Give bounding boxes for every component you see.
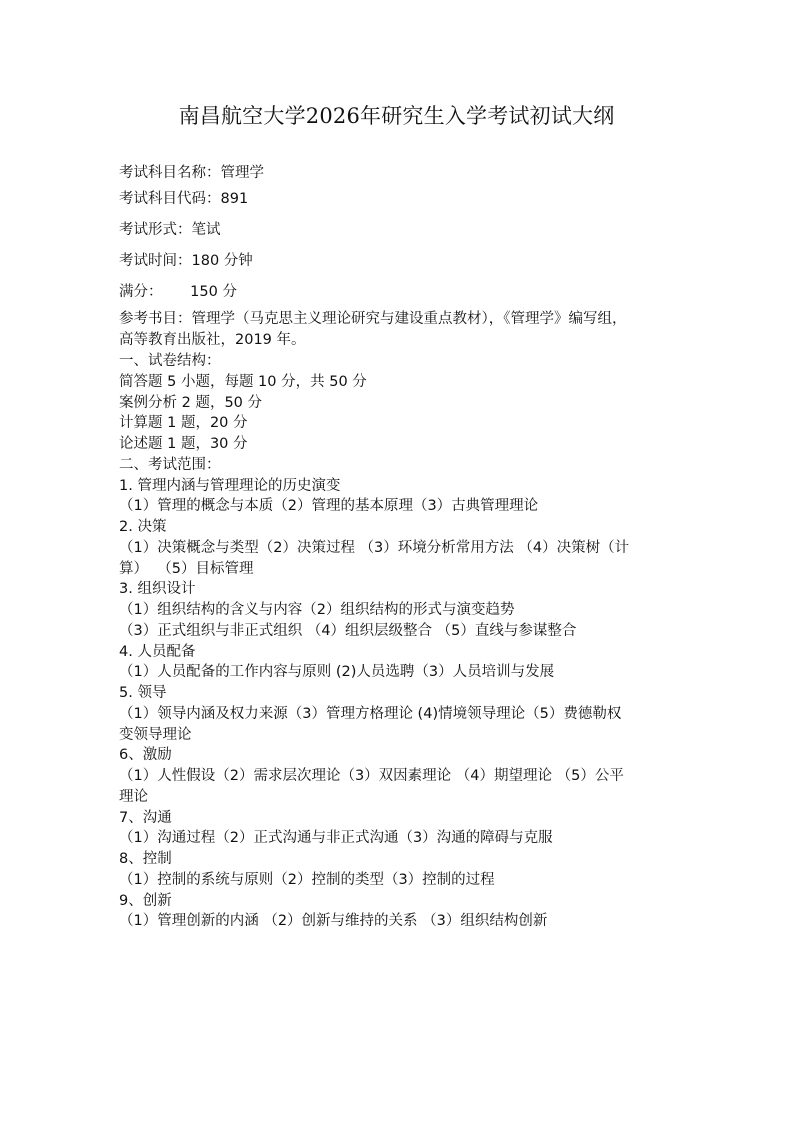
- scope-section-title: 8、控制: [119, 851, 172, 867]
- scope-section-title: 9、创新: [119, 893, 172, 909]
- scope-section-line: （3）正式组织与非正式组织 （4）组织层级整合 （5）直线与参谋整合: [119, 623, 577, 639]
- scope-section-title: 7、沟通: [119, 810, 172, 826]
- subject-name: 考试科目名称：管理学: [119, 165, 264, 181]
- scope-section-title: 6、激励: [119, 747, 172, 763]
- scope-section-line: （1）人员配备的工作内容与原则 (2)人员选聘（3）人员培训与发展: [119, 664, 555, 680]
- scope-section-line: 算） （5）目标管理: [119, 561, 254, 577]
- scope-heading: 二、考试范围：: [119, 457, 221, 473]
- scope-section-title: 5. 领导: [119, 685, 167, 701]
- structure-item: 案例分析 2 题，50 分: [119, 395, 263, 411]
- scope-section-title: 4. 人员配备: [119, 644, 196, 660]
- scope-section-line: 变领导理论: [119, 727, 192, 743]
- reference-books-line2: 高等教育出版社，2019 年。: [119, 332, 306, 348]
- structure-item: 论述题 1 题，30 分: [119, 436, 248, 452]
- reference-books-line1: 参考书目：管理学（马克思主义理论研究与建设重点教材），《管理学》编写组，: [119, 311, 627, 327]
- scope-section-line: （1）人性假设（2）需求层次理论（3）双因素理论 （4）期望理论 （5）公平: [119, 768, 624, 784]
- structure-item: 计算题 1 题，20 分: [119, 415, 248, 431]
- scope-section-line: 理论: [119, 789, 148, 805]
- structure-item: 简答题 5 小题，每题 10 分，共 50 分: [119, 374, 367, 390]
- scope-section-line: （1）组织结构的含义与内容（2）组织结构的形式与演变趋势: [119, 602, 515, 618]
- scope-section-line: （1）领导内涵及权力来源（3）管理方格理论 (4)情境领导理论（5）费德勒权: [119, 706, 622, 722]
- document-title: 南昌航空大学2026年研究生入学考试初试大纲: [178, 104, 615, 128]
- subject-code: 考试科目代码：891: [119, 191, 249, 207]
- exam-time: 考试时间：180 分钟: [119, 253, 253, 269]
- scope-section-line: （1）控制的系统与原则（2）控制的类型（3）控制的过程: [119, 872, 495, 888]
- scope-section-title: 1. 管理内涵与管理理论的历史演变: [119, 478, 341, 494]
- structure-heading: 一、试卷结构：: [119, 353, 221, 369]
- full-score: 满分： 150 分: [119, 284, 237, 300]
- scope-section-line: （1）沟通过程（2）正式沟通与非正式沟通（3）沟通的障碍与克服: [119, 830, 553, 846]
- scope-section-title: 3. 组织设计: [119, 581, 196, 597]
- exam-form: 考试形式：笔试: [119, 222, 221, 238]
- scope-section-line: （1）管理创新的内涵 （2）创新与维持的关系 （3）组织结构创新: [119, 913, 548, 929]
- scope-section-line: （1）决策概念与类型（2）决策过程 （3）环境分析常用方法 （4）决策树（计: [119, 540, 630, 556]
- scope-section-title: 2. 决策: [119, 519, 167, 535]
- scope-section-line: （1）管理的概念与本质（2）管理的基本原理（3）古典管理理论: [119, 498, 539, 514]
